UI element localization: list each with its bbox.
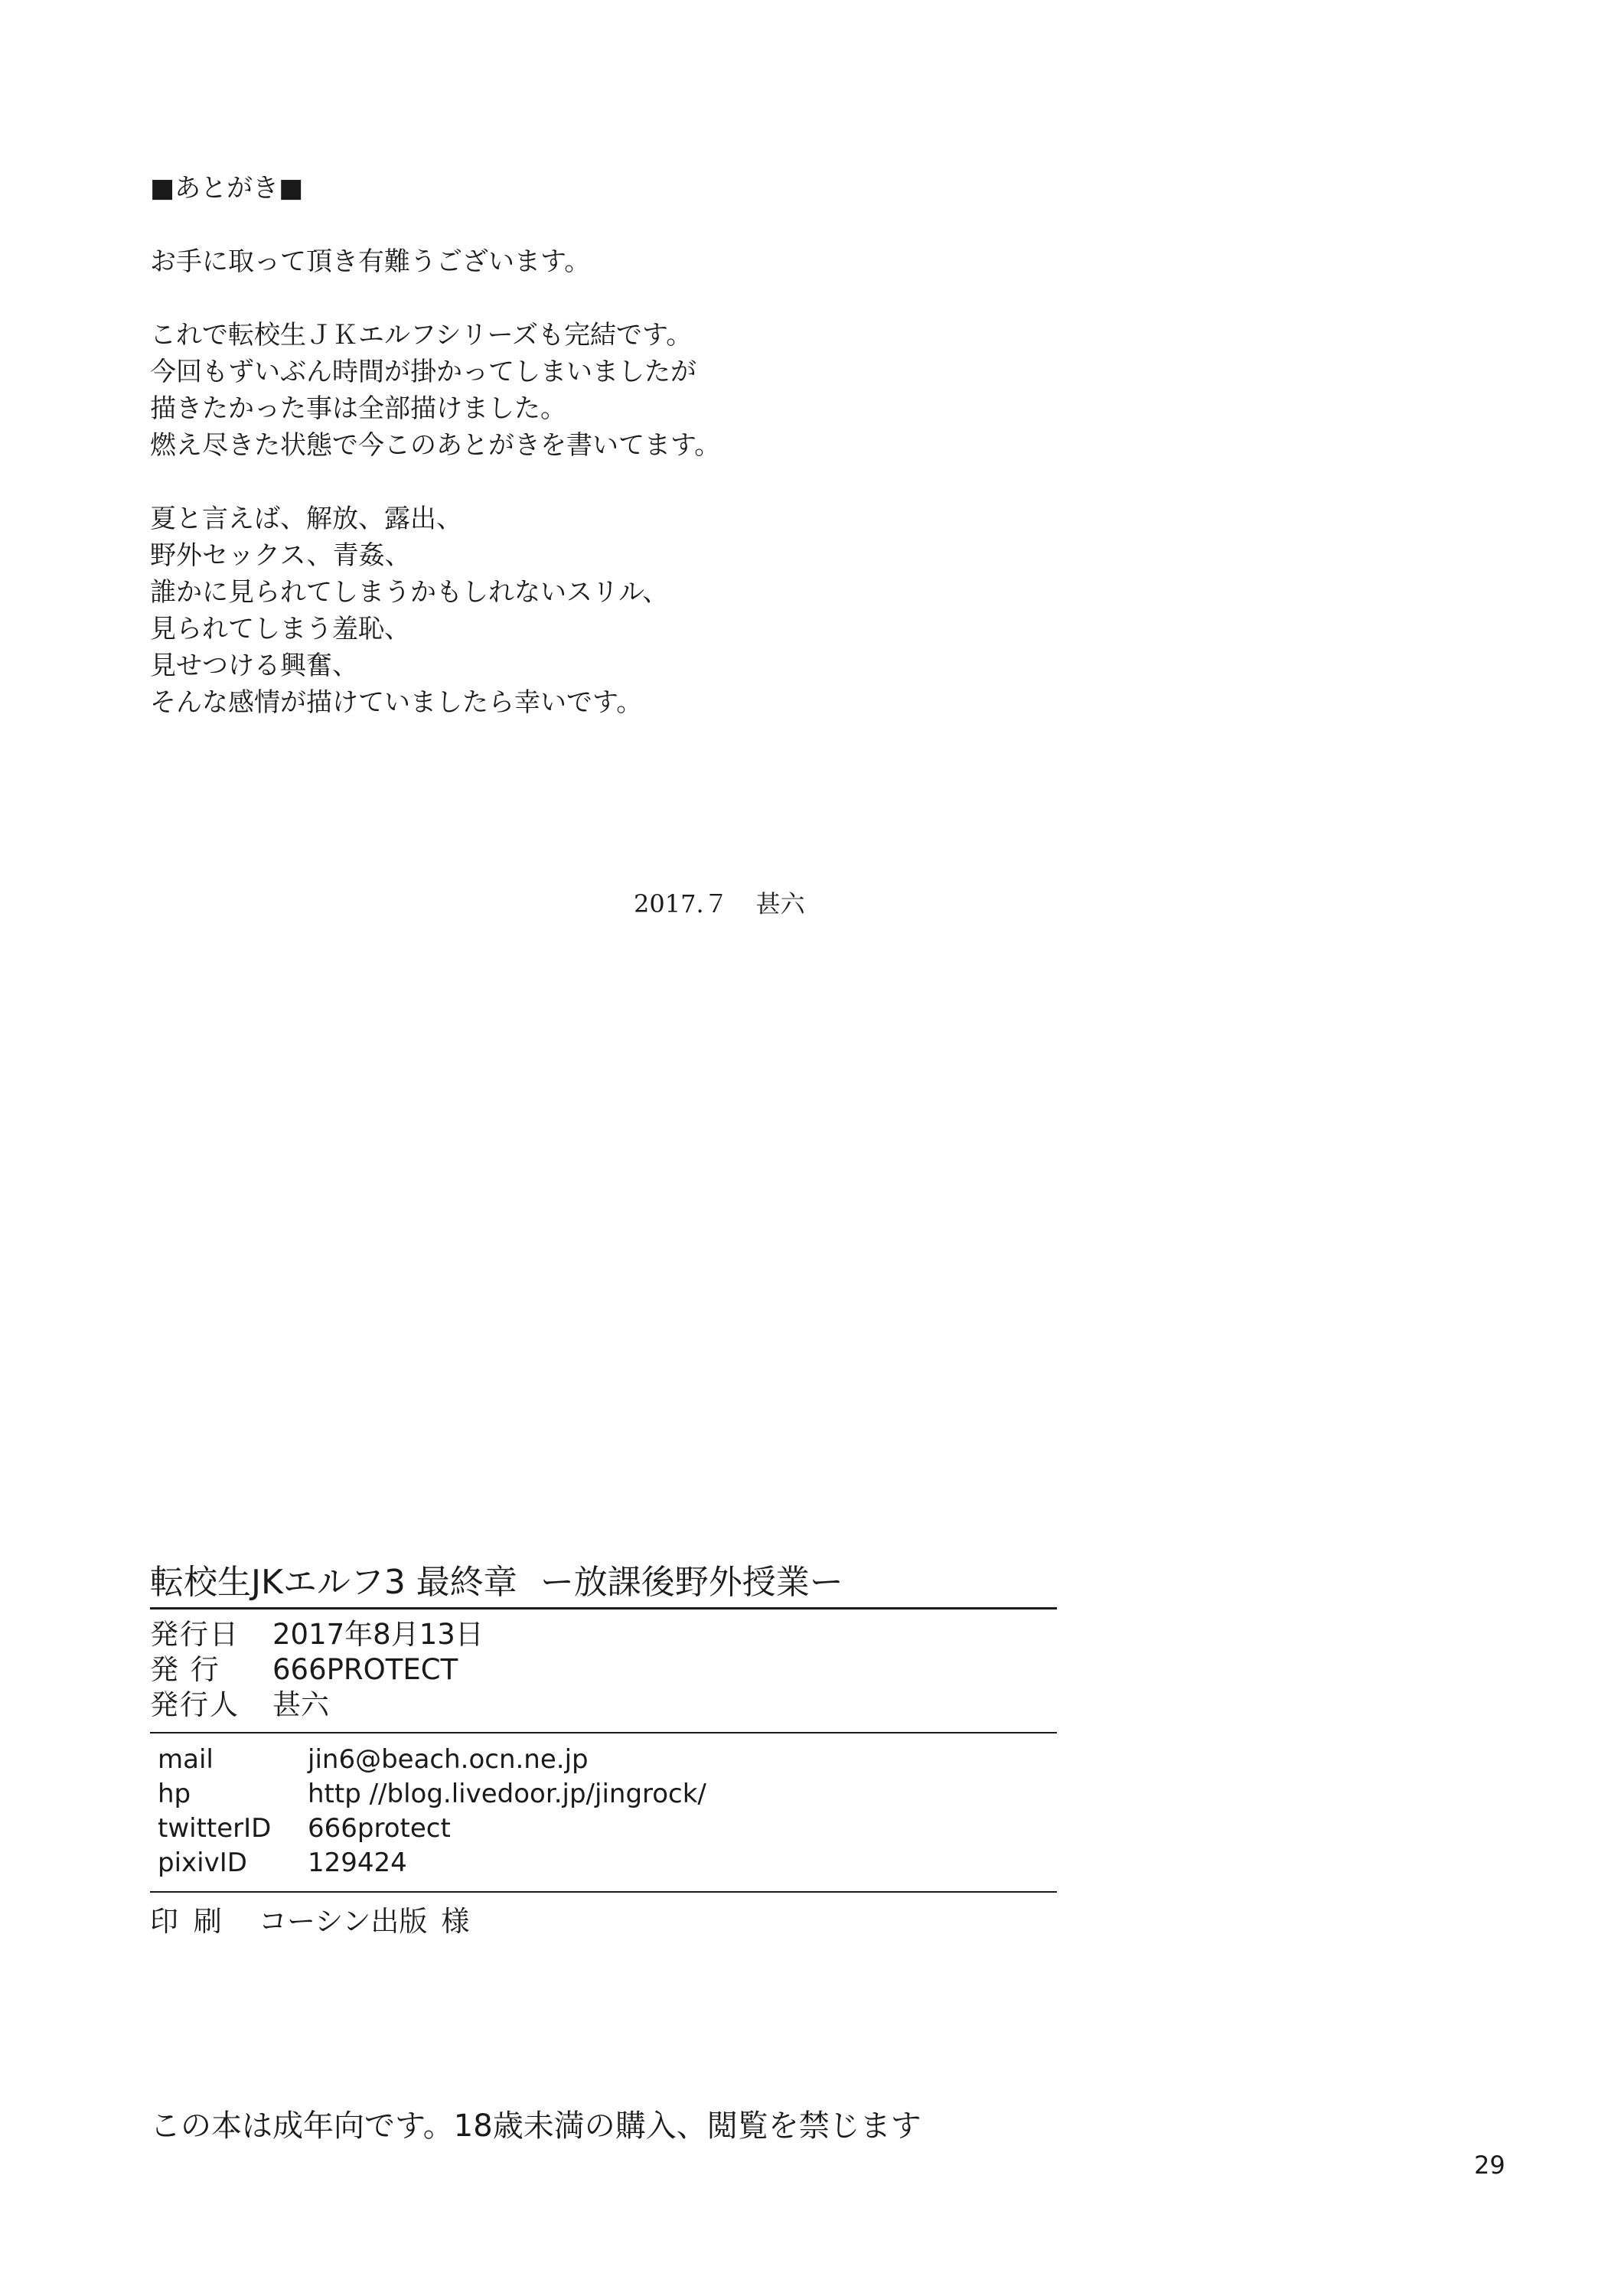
publication-date-value: 2017年8月13日 [272, 1618, 484, 1651]
publisher-row [150, 1652, 1068, 1688]
afterword-line: 夏と言えば、解放、露出、 [150, 504, 462, 534]
printer-honorific: 様 [441, 1905, 470, 1938]
afterword-line: そんな感情が描けていましたら幸いです。 [150, 687, 643, 718]
afterword-line: これで転校生ＪＫエルフシリーズも完結です。 [150, 320, 693, 351]
printer-value: コーシン出版 [259, 1905, 428, 1938]
divider [150, 1607, 1057, 1609]
contact-mail-label: mail [158, 1744, 214, 1775]
contact-hp-row [158, 1777, 1068, 1812]
afterword-line: 今回もずいぶん時間が掛かってしまいましたが [150, 357, 696, 387]
colophon [150, 1558, 1068, 1942]
divider [150, 1891, 1057, 1893]
afterword-line: 見せつける興奮、 [150, 651, 358, 681]
book-title [150, 1558, 1068, 1607]
contact-pixiv-value: 129424 [308, 1848, 407, 1878]
signature-name: 甚六 [755, 889, 805, 918]
age-restriction-notice: この本は成年向です。18歳未満の購入、閲覧を禁じます [150, 2108, 921, 2144]
publication-date-label: 発行日 [150, 1618, 240, 1651]
publication-date-row [150, 1617, 1068, 1652]
afterword-line: 燃え尽きた状態で今このあとがきを書いてます。 [150, 430, 721, 461]
printer-label: 印 刷 [150, 1905, 225, 1938]
contact-hp-label: hp [158, 1779, 191, 1809]
book-title-subtitle: ー放課後野外授業ー [540, 1563, 843, 1602]
contact-pixiv-label: pixivID [158, 1848, 247, 1878]
afterword-line: 描きたかった事は全部描けました。 [150, 393, 566, 424]
publication-info [150, 1617, 1068, 1723]
publisher-value: 666PROTECT [272, 1653, 458, 1686]
contact-hp-value: http //blog.livedoor.jp/jingrock/ [308, 1779, 706, 1809]
afterword-line: 野外セックス、青姦、 [150, 540, 411, 571]
afterword-greeting: お手に取って頂き有難うございます。 [150, 246, 591, 277]
contact-twitter-value: 666protect [308, 1813, 451, 1844]
signature [634, 885, 805, 920]
contact-info [150, 1743, 1068, 1880]
afterword [150, 170, 1145, 721]
contact-mail-row [158, 1743, 1068, 1777]
issuer-row [150, 1688, 1068, 1723]
contact-twitter-row [158, 1812, 1068, 1846]
afterword-line: 誰かに見られてしまうかもしれないスリル、 [150, 577, 669, 608]
publisher-label: 発 行 [150, 1653, 220, 1686]
contact-mail-value: jin6@beach.ocn.ne.jp [308, 1744, 589, 1775]
afterword-heading: ■あとがき■ [150, 173, 304, 204]
page-number: 29 [1474, 2151, 1505, 2180]
contact-twitter-label: twitterID [158, 1813, 272, 1844]
issuer-value: 甚六 [272, 1688, 329, 1721]
divider [150, 1732, 1057, 1733]
afterword-line: 見られてしまう羞恥、 [150, 614, 410, 644]
contact-pixiv-row [158, 1846, 1068, 1880]
book-title-main: 転校生JKエルフ3 最終章 [150, 1563, 517, 1602]
signature-date: 2017.７ [634, 889, 729, 918]
printer-row [150, 1902, 1068, 1942]
issuer-label: 発行人 [150, 1688, 240, 1721]
